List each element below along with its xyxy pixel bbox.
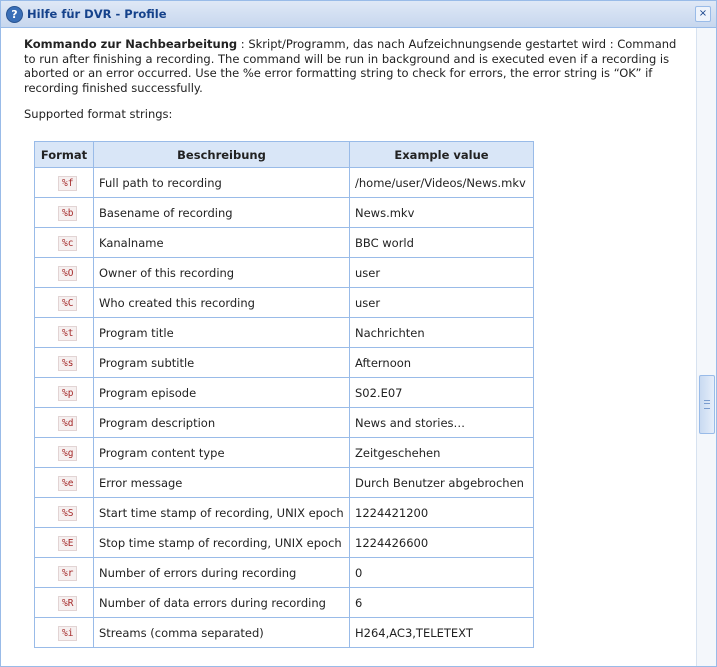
table-row xyxy=(35,258,534,288)
format-cell xyxy=(35,468,94,498)
table-row xyxy=(35,528,534,558)
description-cell: Error message xyxy=(94,468,350,498)
window-titlebar[interactable] xyxy=(1,1,716,28)
table-header-row xyxy=(35,142,534,168)
format-cell xyxy=(35,378,94,408)
example-cell: /home/user/Videos/News.mkv xyxy=(350,168,534,198)
format-token: %r xyxy=(58,566,77,581)
example-cell: 1224421200 xyxy=(350,498,534,528)
example-cell: user xyxy=(350,288,534,318)
format-token: %e xyxy=(58,476,77,491)
description-cell: Basename of recording xyxy=(94,198,350,228)
format-token: %E xyxy=(58,536,77,551)
format-token: %S xyxy=(58,506,77,521)
table-row xyxy=(35,468,534,498)
format-token: %t xyxy=(58,326,77,341)
format-cell xyxy=(35,438,94,468)
format-cell xyxy=(35,408,94,438)
format-token: %R xyxy=(58,596,77,611)
format-token: %p xyxy=(58,386,77,401)
table-row xyxy=(35,318,534,348)
format-cell xyxy=(35,228,94,258)
example-cell: S02.E07 xyxy=(350,378,534,408)
grip-icon xyxy=(704,400,710,409)
example-cell: Afternoon xyxy=(350,348,534,378)
format-token: %i xyxy=(58,626,77,641)
description-cell: Streams (comma separated) xyxy=(94,618,350,648)
column-header-format: Format xyxy=(35,142,94,168)
table-row xyxy=(35,498,534,528)
example-cell: Zeitgeschehen xyxy=(350,438,534,468)
vertical-scrollbar[interactable] xyxy=(696,28,716,666)
table-row xyxy=(35,168,534,198)
format-cell xyxy=(35,588,94,618)
format-table xyxy=(34,141,534,648)
description-cell: Program episode xyxy=(94,378,350,408)
column-header-example: Example value xyxy=(350,142,534,168)
column-header-description: Beschreibung xyxy=(94,142,350,168)
example-cell: user xyxy=(350,258,534,288)
example-cell: BBC world xyxy=(350,228,534,258)
description-cell: Who created this recording xyxy=(94,288,350,318)
example-cell: 6 xyxy=(350,588,534,618)
table-row xyxy=(35,198,534,228)
table-row xyxy=(35,378,534,408)
example-cell: News.mkv xyxy=(350,198,534,228)
table-row xyxy=(35,438,534,468)
format-cell xyxy=(35,318,94,348)
description-cell: Program title xyxy=(94,318,350,348)
help-content xyxy=(1,28,695,666)
description-cell: Owner of this recording xyxy=(94,258,350,288)
format-token: %s xyxy=(58,356,77,371)
format-cell xyxy=(35,198,94,228)
description-cell: Kanalname xyxy=(94,228,350,258)
intro-paragraph xyxy=(24,37,684,95)
description-cell: Program subtitle xyxy=(94,348,350,378)
format-cell xyxy=(35,618,94,648)
intro-text: Skript/Programm, das nach Aufzeichnungsende gestartet wird : Command to run after finishing a recording. The command will be run in background and is executed even if a recording is aborted or an error occurred. Use the %e error formatting string to check for errors, the error string is “OK” if recording finished successfully. xyxy=(24,37,677,95)
description-cell: Number of data errors during recording xyxy=(94,588,350,618)
table-row xyxy=(35,618,534,648)
table-row xyxy=(35,228,534,258)
format-token: %g xyxy=(58,446,77,461)
format-token: %C xyxy=(58,296,77,311)
supported-label: Supported format strings: xyxy=(24,107,173,121)
close-button[interactable]: × xyxy=(695,6,711,22)
format-token: %O xyxy=(58,266,77,281)
description-cell: Program content type xyxy=(94,438,350,468)
example-cell: 0 xyxy=(350,558,534,588)
example-cell: Durch Benutzer abgebrochen xyxy=(350,468,534,498)
format-cell xyxy=(35,258,94,288)
format-cell xyxy=(35,498,94,528)
example-cell: Nachrichten xyxy=(350,318,534,348)
table-row xyxy=(35,558,534,588)
description-cell: Program description xyxy=(94,408,350,438)
intro-separator: : xyxy=(237,37,249,51)
format-cell xyxy=(35,348,94,378)
table-row xyxy=(35,348,534,378)
example-cell: 1224426600 xyxy=(350,528,534,558)
description-cell: Start time stamp of recording, UNIX epoch xyxy=(94,498,350,528)
help-icon: ? xyxy=(6,6,23,23)
table-row xyxy=(35,288,534,318)
example-cell: News and stories… xyxy=(350,408,534,438)
format-token: %d xyxy=(58,416,77,431)
example-cell: H264,AC3,TELETEXT xyxy=(350,618,534,648)
table-row xyxy=(35,588,534,618)
format-token: %b xyxy=(58,206,77,221)
description-cell: Full path to recording xyxy=(94,168,350,198)
format-cell xyxy=(35,558,94,588)
scrollbar-thumb[interactable] xyxy=(699,375,715,434)
description-cell: Stop time stamp of recording, UNIX epoch xyxy=(94,528,350,558)
format-token: %f xyxy=(58,176,77,191)
format-cell xyxy=(35,288,94,318)
format-cell xyxy=(35,168,94,198)
table-row xyxy=(35,408,534,438)
window-title: Hilfe für DVR - Profile xyxy=(27,7,167,21)
description-cell: Number of errors during recording xyxy=(94,558,350,588)
format-cell xyxy=(35,528,94,558)
intro-heading: Kommando zur Nachbearbeitung xyxy=(24,37,238,51)
format-token: %c xyxy=(58,236,77,251)
